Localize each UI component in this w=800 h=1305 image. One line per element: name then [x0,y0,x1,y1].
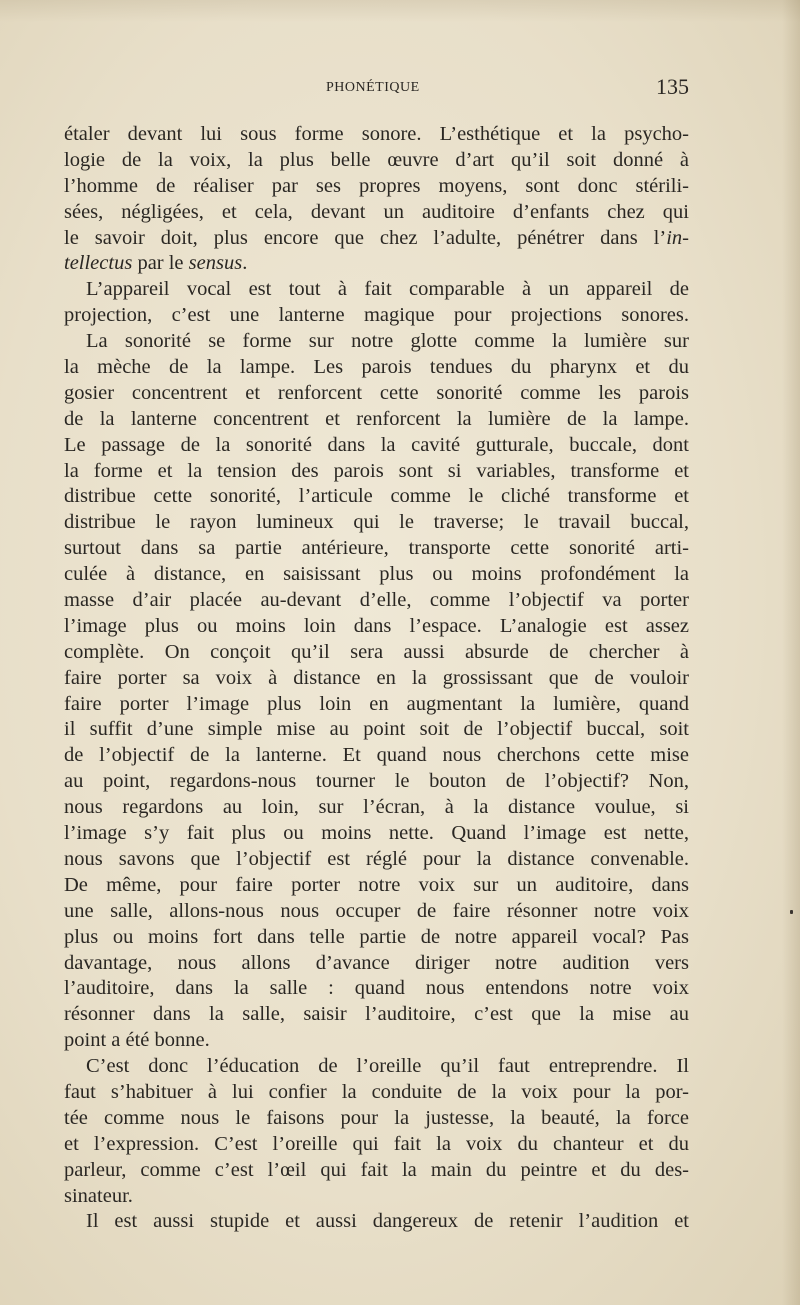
text-line: l’image s’y fait plus ou moins nette. Quand l’image est nette, [64,822,689,845]
text-line: l’image plus ou moins loin dans l’espace. L’analogie est assez [64,614,689,637]
page-header [64,74,689,104]
text-line: De même, pour faire porter notre voix sur un auditoire, dans [64,873,689,896]
text-line: il suffit d’une simple mise au point soit de l’objectif buccal, soit [64,718,689,741]
text-line: tée comme nous le faisons pour la justesse, la beauté, la force [64,1106,689,1129]
text-line: une salle, allons-nous nous occuper de faire résonner notre voix [64,899,689,922]
text-line: parleur, comme c’est l’œil qui fait la main du peintre et du des- [64,1158,689,1181]
text-line: nous regardons au loin, sur l’écran, à la distance voulue, si [64,796,689,819]
text-line: C’est donc l’éducation de l’oreille qu’il faut entreprendre. Il [86,1055,689,1078]
text-line: tellectus par le sensus. [64,252,248,275]
text-line: sées, négligées, et cela, devant un auditoire d’enfants chez qui [64,200,689,223]
text-line: logie de la voix, la plus belle œuvre d’art qu’il soit donné à [64,148,689,171]
text-line: et l’expression. C’est l’oreille qui fait la voix du chanteur et du [64,1132,689,1155]
text-line: nous savons que l’objectif est réglé pour la distance convenable. [64,847,689,870]
text-line: le savoir doit, plus encore que chez l’adulte, pénétrer dans l’in- [64,226,689,249]
text-line: davantage, nous allons d’avance diriger notre audition vers [64,951,689,974]
text-line: distribue cette sonorité, l’articule comme le cliché transforme et [64,485,689,508]
text-line: de l’objectif de la lanterne. Et quand nous cherchons cette mise [64,744,689,767]
text-line: plus ou moins fort dans telle partie de notre appareil vocal? Pas [64,925,689,948]
text-line: étaler devant lui sous forme sonore. L’esthétique et la psycho- [64,123,689,145]
page-shadow-top [0,0,800,22]
text-line: culée à distance, en saisissant plus ou moins profondément la [64,563,689,586]
text-line: distribue le rayon lumineux qui le traverse; le travail buccal, [64,511,689,534]
text-line: l’homme de réaliser par ses propres moyens, sont donc stérili- [64,174,689,197]
text-line: Il est aussi stupide et aussi dangereux de retenir l’audition et [86,1210,689,1233]
body-text [64,122,689,1235]
text-line: sinateur. [64,1184,133,1207]
text-line: Le passage de la sonorité dans la cavité gutturale, buccale, dont [64,433,689,456]
text-line: au point, regardons-nous tourner le bouton de l’objectif? Non, [64,770,689,793]
page-shadow-right [782,0,800,1305]
running-title: PHONÉTIQUE [326,80,420,95]
text-line: la mèche de la lampe. Les parois tendues du pharynx et du [64,356,689,379]
text-line: l’auditoire, dans la salle : quand nous entendons notre voix [64,977,689,1000]
text-line: masse d’air placée au-devant d’elle, comme l’objectif va porter [64,589,689,612]
text-line: projection, c’est une lanterne magique pour projections sonores. [64,304,689,327]
page-number: 135 [656,74,689,99]
text-line: résonner dans la salle, saisir l’auditoire, c’est que la mise au [64,1003,689,1026]
text-line: la forme et la tension des parois sont si variables, transforme et [64,459,689,482]
text-line: complète. On conçoit qu’il sera aussi absurde de chercher à [64,640,689,663]
text-line: point a été bonne. [64,1029,210,1052]
text-line: L’appareil vocal est tout à fait comparable à un appareil de [86,278,689,301]
text-line: faut s’habituer à lui confier la conduite de la voix pour la por- [64,1080,689,1103]
text-line: gosier concentrent et renforcent cette sonorité comme les parois [64,381,689,404]
text-line: faire porter l’image plus loin en augmentant la lumière, quand [64,692,689,715]
text-line: La sonorité se forme sur notre glotte comme la lumière sur [86,330,689,353]
text-line: surtout dans sa partie antérieure, transporte cette sonorité arti- [64,537,689,560]
margin-speck [790,910,793,914]
text-line: de la lanterne concentrent et renforcent la lumière de la lampe. [64,407,689,430]
text-line: faire porter sa voix à distance en la grossissant que de vouloir [64,666,689,689]
